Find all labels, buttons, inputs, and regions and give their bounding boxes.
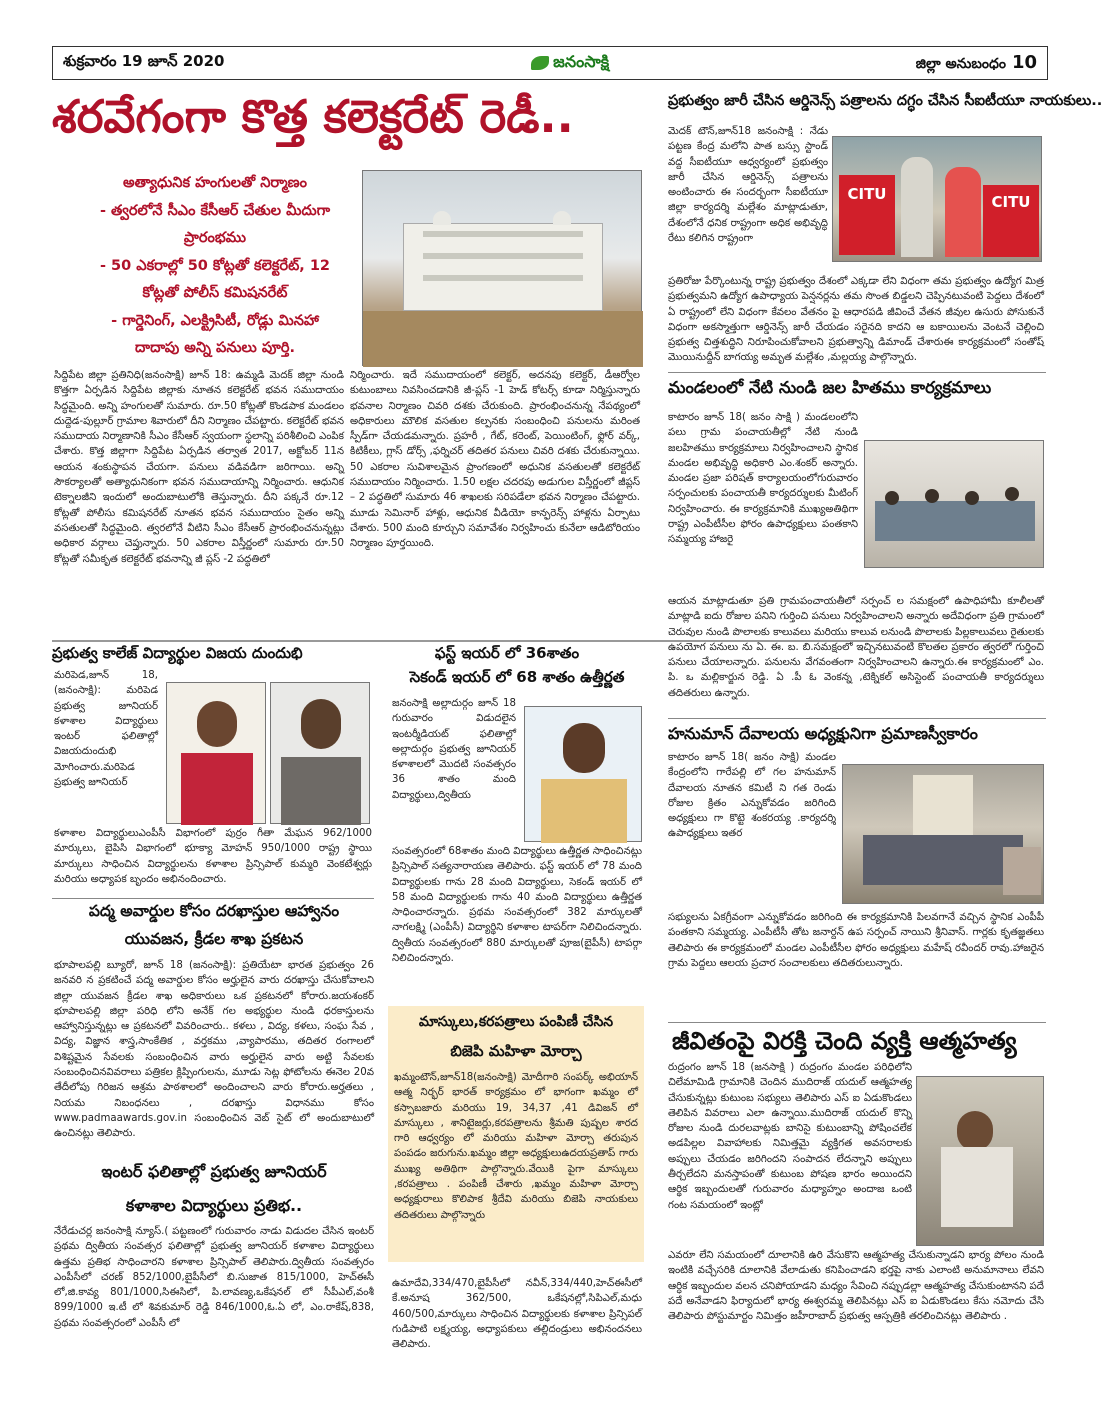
collectorate-photo [362, 170, 642, 366]
section-name: జిల్లా అనుబంధం [915, 55, 1006, 72]
citu-banner: CITU [839, 175, 895, 255]
masthead-logo [531, 52, 609, 75]
lead-body-col2: నిర్మించారు. ఇదే సముదాయంలో కలెక్టర్, అదనపు కలెక్టర్, డీఆర్వోల కుటుంబాలు నివసించడానికి జీ-ప్లస్ -1 హెడ్ కోటర్స్ కూడా నిర్మిస్తున్నారు భవనాల నిర్మాణం చివరి దశకు చేరుకుంది. ప్రారంభించనున్న నేపథ్యంలో అధికారులు మౌలిక వసతుల కల్పనకు సంబంధించి పనులను మరింత స్పీడ్‌గా చేయడమన్నారు. ప్రహరీ , గేట్, కరెంట్, పెయింటింగ్, ఫ్లోర్ వర్క్, కిటికీలు, గ్లాస్ డోర్స్ ,ఫర్నిచర్ తదితర పనులు చివరి దశకు చేరుకున్నాయి. 50 ఎకరాల సువిశాలమైన ప్రాంగణంలో అధునిక వసతులతో కలెక్టరేట్ సముదాయం నిర్మించారు. 1.50 లక్షల చదరపు అడుగుల విస్తీర్ణంలో జీప్లస్ – 2 పద్ధతిలో సుమారు 46 శాఖలకు సరిపడేలా భవన నిర్మాణం చేపట్టారు. మూడు సెమినార్ హాళ్లు, ఆధునిక వీడియో కాన్ఫరెన్స్ హాళ్లను ఏర్పాటు చేశారు. 500 మంది కూర్చుని సమావేశం నిర్వహించు కునేలా ఆడిటోరియం నిర్మాణం పూర్తయింది. [350, 370, 640, 550]
lead-subhead: దాదాపు అన్ని పనులు పూర్తి. [135, 340, 295, 357]
jala-body-narrow: కాటారం జూన్ 18( జనం సాక్షి ) మండలంలోని పలు గ్రామ పంచాయతీల్లో నేటి నుండి జలహితము కార్యక్రమాలు నిర్వహించాలని స్థానిక మండల అభివృద్ధి అధికారి ఎం.శంకర్ అన్నారు. మండల ప్రజా పరిషత్ కార్యాలయంలోగురువారం సర్పంచులకు పంచాయతీ కార్యదర్శులకు మీటింగ్ నిర్వహించారు. ఈ కార్యక్రమానికి ముఖ్యఅతిథిగా రాష్ట్ర ఎంపీటీసీల ఫోరం ఉపాధ్యక్షులు పంతకాని సమ్మయ్య హాజరై [668, 412, 858, 546]
student-photo-topper [524, 706, 642, 842]
divider [52, 640, 1044, 642]
masks-body: ఖమ్మంటౌన్,జూన్18(జనంసాక్షి) మోదీగారి సంపర్క్ అభియాన్ ఆత్మ నిర్భర్ భారత్ కార్యక్రమం లో భాగంగా ఖమ్మం లో కస్పాబజారు మరియు 19, 34,37 ,41 డివిజన్ లో మాస్కులు , శానిటైజర్లు,కరపత్రాలను శ్రీమతి పుష్పల శారద గారి ఆధ్వర్యం లో మరియు మహిళా మోర్చా తరుపున పంపడం జరుగును.ఖమ్మం జిల్లా అధ్యక్షులుఉదయప్రతాప్ గారు ముఖ్య అతిథిగా పాల్గొన్నారు.వేయికి పైగా మాస్కులు ,కరపత్రాలు . పంపిణీ చేశారు ,ఖమ్మం మహిళా మోర్చా అధ్యక్షురాలు కొలిపాక శ్రీదేవి మరియు బిజెపి నాయకులు తదితరులు పాల్గొన్నారు [394, 1072, 638, 1221]
citu-body-wide: ప్రతిరోజు పేర్కొంటున్న రాష్ట్ర ప్రభుత్వం దేశంలో ఎక్కడా లేని విధంగా తమ ప్రభుత్వం ఉద్యోగ మిత్ర ప్రభుత్వమని ఉద్యోగ ఉపాధ్యాయ పెన్షనర్లను తమ సొంత బిడ్డలని చెప్పినటువంటి పెద్దలు దేశంలో ఏ రాష్ట్రంలో లేని విధంగా కేవలం వేతనం పై ఆధారపడి జీవించే వేతన జీవుల ఉసురు పోసుకునే విధంగా అకస్మాత్తుగా ఆర్డినెన్స్ జారీ చేయడం సరైనది కాదని ఆ బకాయిలను వెంటనే చెల్లించి ప్రభుత్వ చిత్తశుద్ధిని నిరూపించుకోవాలని ప్రభుత్వాన్ని డిమాండ్ చేశారుఈ కార్యక్రమంలో సంతోష్ మొయినుద్దీన్ బాగయ్య అమృత మల్లేశం ,మల్లయ్య పాల్గొన్నారు. [668, 276, 1044, 364]
divider [52, 898, 374, 899]
lead-body-col1: సిద్దిపేట జిల్లా ప్రతినిధి(జనంసాక్షి) జూన్ 18: ఉమ్మడి మెదక్ జిల్లా నుండి కొత్తగా ఏర్పడిన సిద్దిపేట జిల్లాకు నూతన కలెక్టరేట్ భవన సముదాయం సిద్ధమైంది. అన్ని హంగులతో సుమారు. రూ.50 కోట్లతో కొండపాక మండలం దుద్దెడ-పుల్లూర్ గ్రామాల శివారులో దీని నిర్మాణం చేపట్టారు. కలెక్టరేట్ భవన సముదాయ నిర్మాణానికి సీఎం కేసీఆర్ స్వయంగా స్థలాన్ని పరిశీలించి ఎంపిక చేశారు. కొత్త జిల్లాగా సిద్దిపేట ఏర్పడిన తర్వాత 2017, అక్టోబర్ 11న ఆయన శంకుస్థాపన చేయగా. పనులు వడివడిగా జరిగాయి. అన్ని సౌకర్యాలతో అత్యాధునికంగా భవన సముదాయాన్ని నిర్మించారు. ఆధునిక టెక్నాలజీని ఇందులో అందుబాటులోకి తెస్తున్నారు. దీని పక్కనే రూ.12 కోట్లతో పోలీసు కమిషనరేట్ నూతన భవన సముదాయం సైతం అన్ని వసతులతో సిద్ధమైంది. త్వరలోనే వీటిని సీఎం కేసీఆర్ ప్రారంభించనున్నట్లు అధికార వర్గాలు చెప్తున్నారు. 50 ఎకరాల విస్తీర్ణంలో సుమారు రూ.50 కోట్లతో సమీకృత కలెక్టరేట్ భవనాన్ని జీ ప్లస్ -2 పద్ధతిలో [54, 370, 344, 565]
firstyear-headline: ఫస్ట్ ఇయర్ లో 36శాతం [434, 644, 580, 662]
firstyear-body-narrow: జనంసాక్షి అల్లాదుర్గం జూన్ 18 గురువారం విడుదలైన ఇంటర్మీడియట్ ఫలితాల్లో అల్లాదుర్గం ప్రభుత్వ జూనియర్ కళాశాలలో మొదటి సంవత్సరం 36 శాతం మంది విద్యార్థులు,ద్వితీయ [392, 698, 516, 801]
leaf-icon [531, 56, 549, 70]
hanuman-body-narrow: కాటారం జూన్ 18( జనం సాక్షి) మండల కేంద్రంలోని గారేపల్లి లో గల హనుమాన్ దేవాలయ నూతన కమిటీ ని గత రెండు రోజుల క్రితం ఎన్నుకోవడం జరిగింది అధ్యక్షులు గా కొట్టె శంకరయ్య .కార్యదర్శి ఉపాధ్యక్షులు ఇతర [668, 752, 836, 840]
lead-subhead: ప్రారంభము [183, 230, 247, 247]
page-number: 10 [1011, 51, 1037, 73]
jala-body-wide: ఆయన మాట్లాడుతూ ప్రతి గ్రామపంచాయతీలో సర్పంచ్ ల సమక్షంలో ఉపాధిహామీ కూలీలతో మాట్లాడి ఐదు రోజుల పనిని గుర్తించి పనులు నిర్వహించాలని అన్నారు అదేవిధంగా ప్రతి గ్రామంలో చెరువుల నుండి పొలాలకు కాలువలు మరియు కాలువ లనుండి పొలాలకు పిల్లకాలువలు రైతులకు ఉపయోగ పనులు ను ఏ. ఈ. బ. బి.సమక్షంలో ఇచ్చినటువంటి కొలతల ప్రకారం త్వరలో గుర్తించి పనులు చేయాలన్నారు. పనులను వేగవంతంగా నిర్వహించాలని ఉన్నారు.ఈ కార్యక్రమంలో ఎం. పి. ఒ మల్లికార్జున రెడ్డి. ఏ .పీ ఓ వెంకన్న ,టెక్నికల్ అసిస్టెంట్ పంచాయతీ కార్యదర్శులు తదితరులు ఉన్నారు. [668, 596, 1044, 699]
victim-photo [916, 1076, 1044, 1246]
issue-date: శుక్రవారం 19 జూన్ 2020 [63, 52, 225, 70]
lead-subheads [52, 170, 378, 363]
meeting-photo [864, 440, 1044, 568]
masks-headline: మాస్కులు,కరపత్రాలు పంపిణీ చేసిన [418, 1014, 614, 1030]
inter-headline: ఇంటర్ ఫలితాల్లో ప్రభుత్వ జూనియర్ [101, 1162, 327, 1181]
jala-headline: మండలంలో నేటి నుండి జల హితము కార్యక్రమాలు [668, 378, 992, 397]
student-photo-boy [270, 682, 370, 824]
divider [668, 1022, 1046, 1023]
firstyear-body-wide: సంవత్సరంలో 68శాతం మంది విద్యార్థులు ఉత్తీర్ణత సాధించినట్లు ప్రిన్సిపాల్ సత్యనారాయణ తెలిపారు. ఫస్ట్ ఇయర్ లో 78 మంది విద్యార్థులకు గాను 28 మంది విద్యార్థులు, సెకండ్ ఇయర్ లో 58 మంది విద్యార్థులకు గాను 40 మంది విద్యార్థులు ఉత్తీర్ణత సాధించారన్నారు. ప్రథమ సంవత్సరంలో 382 మార్కులతో నాగలక్ష్మి (ఎంపీసీ) విద్యార్థిని కళాశాల టాపర్‌గా నిలిచిందన్నారు. ద్వితీయ సంవత్సరంలో 880 మార్కులతో పూజ(బైపీసీ) టాపర్గా నిలిచిందన్నారు. [392, 846, 642, 965]
page-header [52, 46, 1048, 80]
college-body-narrow: మరిపెడ,జూన్ 18,(జనంసాక్షి): మరిపెడ ప్రభుత్వ జూనియర్ కళాశాల విద్యార్థులు ఇంటర్ ఫలితాల్లో విజయదుందుభి మోగించారు.మరిపెడ ప్రభుత్వ జూనియర్ [54, 670, 158, 789]
college-headline: ప్రభుత్వ కాలేజ్ విద్యార్థుల విజయ దుందుభి [52, 644, 303, 662]
lead-subhead: - 50 ఎకరాల్లో 50 కోట్లతో కలెక్టరేట్, 12 [99, 257, 331, 274]
student-photo-girl [166, 682, 266, 824]
padma-headline: పద్మ అవార్డుల కోసం దరఖాస్తుల ఆహ్వానం [88, 902, 340, 920]
citu-protest-photo [832, 136, 1042, 262]
lead-subhead: కోట్లతో పోలీస్ కమిషనరేట్ [142, 285, 288, 302]
padma-body: భూపాలపల్లి బ్యూరో, జూన్ 18 (జనంసాక్షి): ప్రతియేటా భారత ప్రభుత్వం 26 జనవరి న ప్రకటించే పద్మ అవార్డుల కోసం అర్హులైన వారు దరఖాస్తు చేసుకోవాలని జిల్లా యువజన క్రీడల శాఖ అధికారులు ఒక ప్రకటనలో కోరారు.జయశంకర్ భూపాలపల్లి జిల్లా పరిధి లోని అనేక్ గల అభ్యర్థుల నుండి ధరకాస్తులను ఆహ్వానిస్తున్నట్లు ఆ ప్రకటనలో వివరించారు.. కళలు , విద్య, కళలు, సంఘ సేవ , విద్య, విజ్ఞాన శాస్త్ర,సాంకేతిక , వర్తకము ,వ్యాపారము, తదితర రంగాలలో విశిష్టమైన సేవలకు సంబంధించిన వారు అర్హులైన వారు అట్టి సేవలకు సంబంధించినవివరాలు పత్రికల క్లిప్పింగులను, మూడు సెట్ల ఫోటోలను ఈనెల 20వ తేదీలోపు గిరిజన ఆశ్రమ పాఠశాలలో అందించాలని వారు కోరారు.అర్హతలు , నియమ నిబంధనలు , దరఖాస్తు విధానము కోసం www.padmaawards.gov.in సంబంధించిన వెబ్ సైట్ లో అందుబాటులో ఉంచినట్లు తెలిపారు. [54, 960, 374, 1140]
masthead-name: జనంసాక్షి [553, 51, 610, 71]
inter-headline: కళాశాల విద్యార్థులు ప్రతిభ.. [125, 1196, 303, 1215]
lead-subhead: - త్వరలోనే సీఎం కేసీఆర్ చేతుల మీదుగా [99, 202, 331, 219]
padma-headline: యువజన, క్రీడల శాఖ ప్రకటన [124, 930, 304, 948]
firstyear-headline: సెకండ్ ఇయర్ లో 68 శాతం ఉత్తీర్ణత [409, 668, 625, 686]
suicide-headline: జీవితంపై విరక్తి చెంది వ్యక్తి ఆత్మహత్య [672, 1027, 1017, 1055]
suicide-body-narrow: రుద్రంగం జూన్ 18 (జనసాక్షి ) రుద్రంగం మండల పరిధిలోని చిలేమామిడి గ్రామానికి చెందిన ముదిరాజ్ యదుల్ ఆత్మహత్య చేసుకున్నట్లు కుటుంబ సభ్యులు తెలిపారు ఎస్ ఐ ఏడుకొండలు తెలిపిన వివరాలు ఎలా ఉన్నాయి.ముదిరాజ్ యదుల్ కొన్ని రోజుల నుండి దురలవాట్లకు బానిసై కుటుంబాన్ని పోషించలేక అడపిల్లల వివాహాలకు నిమిత్తమై వ్యక్తిగత అవసరాలకు అప్పులు చేయడం జరిగిందని సంపాదన లేదన్నాని అప్పులు తీర్చలేదని మనస్తాపంతో కుటుంబ పోషణ భారం అయిందని ఆర్థిక ఇబ్బందులతో గురువారం మధ్యాహ్నం అందాజ ఒంటి గంట సమయంలో ఇంట్లో [668, 1062, 912, 1211]
temple-photo [842, 764, 1044, 904]
inter-body: నేరేడుచర్ల జనంసాక్షి న్యూస్.( పట్టణంలో గురువారం నాడు విడుదల చేసిన ఇంటర్ ప్రథమ ద్వితీయ సంవత్సర ఫలితాల్లో ప్రభుత్వ జూనియర్ కళాశాల విద్యార్థులు ఉత్తమ ప్రతిభ సాధించారని కళాశాల ప్రిన్సిపాల్ తెలిపారు.ద్వితీయ సంవత్సరం ఎంపీసీలో చరణ్ 852/1000,బైపీసీలో బి.సుజాత 815/1000, హెచ్ఈసీ లో,జి.కావ్య 801/1000,సిఈసిలో, పి.లావణ్య,ఒకేషనల్ లో సీపీఎల్,వంశీ 899/1000 ఇ.టీ లో శివకుమార్ రెడ్డి 846/1000,ఓ.ఏ లో, ఎం.రాకేష్,838, ప్రథమ సంవత్సరంలో ఎంపీసీ లో [54, 1226, 374, 1329]
college-body-wide: కళాశాల విద్యార్థులుఎంపీసీ విభాగంలో పుర్రం గీతా మేఘన 962/1000 మార్కులు, బైపిసి విభాగంలో భూక్యా మోహన్ 950/1000 రాష్ట్ర స్థాయి మార్కులు సాధించిన విద్యార్థులను కళాశాల ప్రిన్సిపాల్ కుమ్మరి వెంకటేశ్వర్లు మరియు అధ్యాపక బృందం అభినందించారు. [54, 828, 372, 885]
page-label [916, 52, 1037, 75]
hanuman-body-wide: సభ్యులను ఏకగ్రీవంగా ఎన్నుకోవడం జరిగింది ఈ కార్యక్రమానికి పిలవగానే వచ్చిన స్థానిక ఎంపీపీ పంతకాని సమ్మయ్య. ఎంపీటీసీ తోట జనార్దన్ ఉప సర్పంచ్ నాయిని శ్రీనివాస్. గార్లకు కృతజ్ఞతలు తెలిపారు ఈ కార్యక్రమంలో మండల ఎంపీటీసీల ఫోరం అధ్యక్షులు మహేష్ రవీందర్ రావు.హాజరైన గ్రామ పెద్దలు ఆలయ ప్రచార సంచాలకులు తదితరులున్నారు. [668, 912, 1044, 969]
hanuman-headline: హనుమాన్ దేవాలయ అధ్యక్షునిగా ప్రమాణస్వీకారం [668, 724, 978, 743]
citu-banner: CITU [983, 185, 1039, 257]
citu-body-narrow: మెదక్ టౌన్,జూన్18 జనంసాక్షి : నేడు పట్టణ కేంద్ర మలోని పాత బస్సు స్టాండ్ వద్ద సీఐటీయూ ఆధ్వర్యంలో ప్రభుత్వం జారీ చేసిన ఆర్డినెన్స్ పత్రాలను అంటించారు ఈ సందర్భంగా సీఐటీయూ జిల్లా కార్యదర్శి మల్లేశం మాట్లాడుతూ, దేశంలోనే ధనిక రాష్ట్రంగా అధిక అభివృద్ధి రేటు కలిగిన రాష్ట్రంగా [668, 126, 828, 245]
lead-subhead: అత్యాధునిక హంగులతో నిర్మాణం [122, 175, 308, 191]
lead-subhead: - గార్డెనింగ్, ఎలక్ట్రిసిటీ, రోడ్లు మినహా [111, 312, 319, 329]
lead-headline: శరవేగంగా కొత్త కలెక్టరేట్ రెడీ.. [52, 90, 574, 143]
divider [668, 718, 1046, 719]
divider [668, 372, 1046, 373]
citu-headline: ప్రభుత్వం జారీ చేసిన ఆర్డినెన్స్ పత్రాలను దగ్ధం చేసిన సీఐటీయూ నాయకులు.. [668, 93, 1102, 109]
inter-body-tail: ఉమాదేవి,334/470,బైపీసీలో నవీన్,334/440,హెచ్ఈసీలో కే.అనూష 362/500, ఒకేషనల్లో,సిపిఎల్,మధు 460/500,మార్కులు సాధించిన విద్యార్థులకు కళాశాల ప్రిన్సిపల్ గుడిపాటి లక్ష్మయ్య, అధ్యాపకులు తల్లిదండ్రులు అభినందనలు తెలిపారు. [392, 1278, 642, 1351]
suicide-body-wide: ఎవరూ లేని సమయంలో దూలానికి ఉరి వేసుకొని ఆత్మహత్య చేసుకున్నాడని భార్య పోలం నుండి ఇంటికి వచ్చేసరికి దూలానికి వేలాడుతు కనిపించాడని భర్తపై నాకు ఎలాంటి అనుమానాలు లేవని ఆర్ధిక ఇబ్బందుల వలన చనిపోయాడని మధ్యం సేవించి నప్పుడల్లా ఆత్మహత్య చేసుకుంటానని పదే పదే అనేవాడని ఫిర్యాదులో భార్య ఈశ్వరమ్మ తెలిపినట్లు ఎస్ ఐ ఏడుకొండలు కేసు నమోదు చేసి తెలిపారు పోస్టుమార్టం నిమిత్తం జహీరాబాద్ ప్రభుత్వ ఆస్పత్రికి తరలించినట్లు తెలిపారు . [668, 1250, 1044, 1323]
masks-headline: బిజెపి మహిళా మోర్చా [450, 1042, 582, 1060]
